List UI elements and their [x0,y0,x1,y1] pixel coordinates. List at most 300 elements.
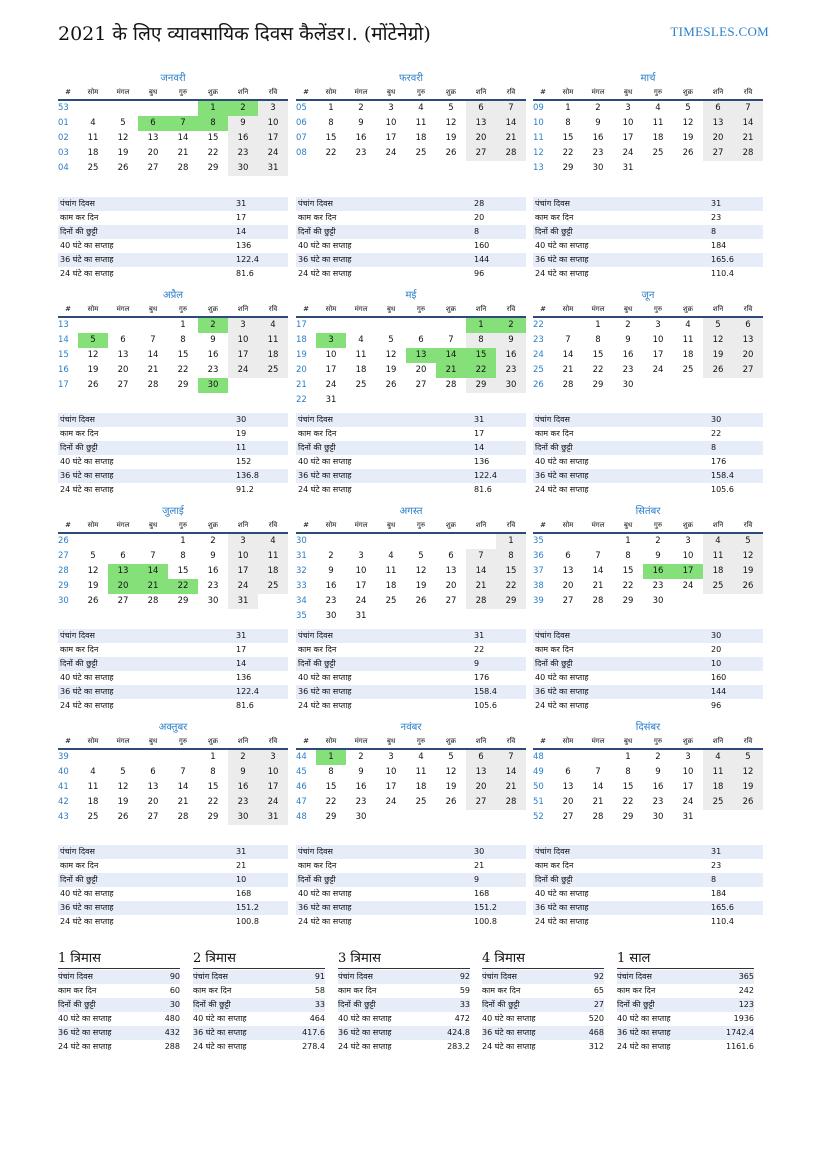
stat-value: 122.4 [236,255,259,264]
day-cell: 12 [682,118,694,128]
day-cell: 7 [595,551,601,561]
day-cell: 6 [565,767,571,777]
stat-row [296,253,526,267]
day-cell: 4 [388,551,394,561]
day-cell: 27 [147,812,159,822]
day-cell: 25 [87,163,99,173]
day-cell: 27 [466,146,496,161]
quarter-title: 2 त्रिमास [193,950,325,969]
stat-label: 36 घंटे का सप्ताह [60,903,114,912]
day-cell: 23 [652,797,664,807]
stat-row [58,970,180,984]
month-stats [296,197,526,281]
week-row [58,101,288,116]
day-cell: 12 [117,782,129,792]
weekday-label: मंगल [591,521,605,529]
week-row [533,594,763,609]
day-cell: 15 [325,133,337,143]
month-stats [58,413,288,497]
day-cell: 15 [325,782,337,792]
day-cell: 8 [328,767,334,777]
week-number: 17 [296,320,307,330]
day-cell: 18 [258,564,288,579]
stat-value: 90 [169,972,180,981]
stat-label: 24 घंटे का सप्ताह [60,917,114,926]
day-cell: 29 [496,594,526,609]
stat-row [296,671,526,685]
day-cell: 10 [682,767,694,777]
week-number: 01 [58,118,69,128]
week-row [533,750,763,765]
day-cell [673,594,703,609]
weekday-label: सोम [562,521,574,529]
day-cell: 28 [592,812,604,822]
day-cell: 28 [592,596,604,606]
day-cell [436,810,466,825]
day-cell: 10 [228,333,258,348]
stat-label: 36 घंटे का सप्ताह [58,1028,112,1037]
week-number: 44 [296,752,307,762]
weekday-label: सोम [87,521,99,529]
day-cell: 13 [733,333,763,348]
week-number: 34 [296,596,307,606]
week-row [296,564,526,579]
day-cell: 1 [180,320,186,330]
day-cell: 8 [198,116,228,131]
weekday-label: शुक्र [207,88,219,96]
day-cell: 9 [595,118,601,128]
stat-row [296,859,526,873]
day-cell: 21 [436,363,466,378]
stat-value: 31 [474,631,485,640]
day-cell: 16 [643,564,673,579]
week-row [58,131,288,146]
day-cell [78,750,108,765]
day-cell: 24 [652,365,664,375]
weekday-label: गुरु [653,88,663,96]
day-cell: 3 [228,318,258,333]
day-cell: 3 [228,534,258,549]
week-row [296,393,526,408]
day-cell: 19 [415,581,427,591]
stat-value: 432 [164,1028,180,1037]
week-number: 13 [533,163,544,173]
day-cell [78,318,108,333]
week-row [58,348,288,363]
day-cell: 20 [466,780,496,795]
stat-value: 19 [236,429,247,438]
stat-label: दिनों की छुट्टी [338,1000,376,1009]
stat-value: 165.6 [711,903,734,912]
day-cell [466,393,496,408]
stat-row [533,873,763,887]
day-cell: 23 [592,148,604,158]
stat-label: 24 घंटे का सप्ताह [617,1042,671,1051]
day-cell: 2 [328,551,334,561]
day-cell: 15 [622,566,634,576]
day-cell: 23 [496,363,526,378]
stat-row [533,671,763,685]
day-cell: 10 [682,551,694,561]
stat-value: 9 [474,659,480,668]
stat-value: 160 [474,241,490,250]
weekday-label: शुक्र [682,88,694,96]
day-cell: 24 [228,363,258,378]
stat-value: 160 [711,673,727,682]
stat-label: 36 घंटे का सप्ताह [298,903,352,912]
day-cell: 8 [496,549,526,564]
quarter-summary [193,950,325,1054]
stat-value: 33 [314,1000,325,1009]
day-cell: 14 [466,564,496,579]
stat-label: पंचांग दिवस [58,972,93,981]
day-cell: 19 [87,581,99,591]
day-cell: 2 [655,752,661,762]
day-cell: 18 [415,782,427,792]
day-cell: 11 [652,118,664,128]
stat-label: 24 घंटे का सप्ताह [298,269,352,278]
day-cell: 7 [733,101,763,116]
day-cell: 19 [445,782,457,792]
week-number: 22 [533,320,544,330]
day-cell: 28 [445,380,457,390]
stat-label: 36 घंटे का सप्ताह [298,255,352,264]
stat-label: दिनों की छुट्टी [60,875,98,884]
weekday-label: गुरु [178,737,188,745]
weekday-label: शनि [475,88,487,96]
week-row [296,750,526,765]
day-cell: 11 [87,133,99,143]
day-cell: 15 [622,782,634,792]
day-cell: 24 [258,795,288,810]
week-number: 48 [296,812,307,822]
stat-row [533,469,763,483]
week-row [533,549,763,564]
day-cell: 28 [496,146,526,161]
stat-value: 136.8 [236,471,259,480]
day-cell [733,810,763,825]
day-cell: 9 [210,335,216,345]
weekday-header [533,735,763,750]
week-row [533,161,763,176]
stat-row [296,211,526,225]
stat-value: 8 [474,227,480,236]
stat-value: 96 [711,701,722,710]
week-number: 14 [58,335,69,345]
day-cell: 22 [562,148,574,158]
day-cell: 25 [682,365,694,375]
day-cell: 25 [258,579,288,594]
stat-value: 65 [593,986,604,995]
week-number: 09 [533,103,544,113]
stat-value: 468 [588,1028,604,1037]
day-cell [316,534,346,549]
week-number: 07 [296,133,307,143]
stat-row [533,483,763,497]
stat-row [58,998,180,1012]
weekday-label: रवि [743,521,753,529]
stat-label: 24 घंटे का सप्ताह [60,269,114,278]
stat-value: 472 [454,1014,470,1023]
stat-label: 36 घंटे का सप्ताह [535,687,589,696]
stat-label: 36 घंटे का सप्ताह [535,471,589,480]
day-cell: 3 [258,101,288,116]
day-cell [258,378,288,393]
stat-value: 30 [236,415,247,424]
weekday-label: मंगल [591,88,605,96]
stat-value: 151.2 [474,903,497,912]
week-number: 38 [533,581,544,591]
day-cell: 25 [258,363,288,378]
day-cell: 12 [445,118,457,128]
stat-value: 168 [236,889,252,898]
day-cell: 25 [652,148,664,158]
day-cell: 18 [415,133,427,143]
weekday-label: रवि [268,305,278,313]
day-cell: 1 [565,103,571,113]
stat-row [58,699,288,713]
day-cell: 13 [147,782,159,792]
day-cell: 7 [466,549,496,564]
month-calendar [533,721,763,825]
week-row [58,765,288,780]
day-cell: 17 [385,133,397,143]
month-stats [533,197,763,281]
stat-value: 31 [236,631,247,640]
day-cell: 3 [388,103,394,113]
day-cell: 8 [595,335,601,345]
weekday-label: गुरु [653,737,663,745]
day-cell: 24 [682,797,694,807]
stat-row [58,267,288,281]
day-cell: 2 [358,752,364,762]
brand-link[interactable]: TIMESLES.COM [670,24,769,39]
day-cell: 18 [703,564,733,579]
day-cell: 6 [120,551,126,561]
stat-row [617,970,754,984]
day-cell: 18 [682,350,694,360]
stat-label: 40 घंटे का सप्ताह [298,673,352,682]
day-cell: 17 [622,133,634,143]
stat-value: 31 [236,847,247,856]
quarter-title: 3 त्रिमास [338,950,470,969]
weekday-label: # [303,521,309,529]
stat-value: 81.6 [236,269,254,278]
day-cell [733,378,763,393]
weekday-header [533,303,763,318]
day-cell: 19 [682,133,694,143]
stat-row [58,455,288,469]
week-row [533,101,763,116]
day-cell: 11 [258,549,288,564]
day-cell: 28 [177,812,189,822]
stat-value: 168 [474,889,490,898]
weekday-label: रवि [506,305,516,313]
weekday-header [296,735,526,750]
stat-row [58,1040,180,1054]
day-cell: 29 [622,812,634,822]
day-cell: 27 [117,380,129,390]
day-cell: 14 [496,116,526,131]
week-row [58,750,288,765]
weekday-label: शनि [237,737,249,745]
day-cell: 7 [595,767,601,777]
stat-label: 40 घंटे का सप्ताह [60,457,114,466]
week-number: 13 [58,320,69,330]
month-name: जुलाई [162,506,184,517]
stat-row [533,845,763,859]
day-cell: 10 [228,549,258,564]
day-cell: 21 [466,579,496,594]
week-number: 39 [58,752,69,762]
week-number: 27 [58,551,69,561]
day-cell: 1 [210,752,216,762]
day-cell: 21 [733,131,763,146]
day-cell [108,750,138,765]
stat-row [296,901,526,915]
day-cell: 10 [258,765,288,780]
stat-label: पंचांग दिवस [535,415,570,424]
day-cell: 16 [228,131,258,146]
stat-label: 40 घंटे का सप्ताह [617,1014,671,1023]
day-cell [703,161,733,176]
day-cell [78,534,108,549]
day-cell: 5 [90,551,96,561]
stat-label: काम कर दिन [482,986,521,995]
day-cell: 8 [466,333,496,348]
day-cell: 22 [207,148,219,158]
stat-row [533,225,763,239]
stat-label: पंचांग दिवस [60,847,95,856]
stat-value: 151.2 [236,903,259,912]
day-cell: 10 [355,566,367,576]
weekday-label: सोम [325,521,337,529]
stat-value: 92 [459,972,470,981]
day-cell: 18 [703,780,733,795]
day-cell: 8 [625,767,631,777]
month-name: फरवरी [398,73,424,84]
quarter-title: 1 साल [617,950,754,969]
day-cell: 25 [415,148,427,158]
stat-value: 17 [474,429,485,438]
week-number: 10 [533,118,544,128]
stat-label: काम कर दिन [60,645,99,654]
stat-label: 24 घंटे का सप्ताह [298,701,352,710]
day-cell: 14 [147,350,159,360]
day-cell [733,161,763,176]
day-cell: 27 [466,795,496,810]
day-cell [643,161,673,176]
weekday-label: # [65,737,71,745]
day-cell: 20 [415,365,427,375]
day-cell: 21 [496,131,526,146]
day-cell: 16 [355,782,367,792]
stat-value: 31 [711,199,722,208]
stat-value: 105.6 [474,701,497,710]
day-cell: 10 [622,118,634,128]
day-cell [703,594,733,609]
day-cell: 15 [177,566,189,576]
day-cell: 15 [496,564,526,579]
stat-value: 242 [738,986,754,995]
stat-row [338,1012,470,1026]
day-cell: 6 [150,767,156,777]
stat-label: 24 घंटे का सप्ताह [338,1042,392,1051]
week-number: 41 [58,782,69,792]
day-cell: 23 [207,365,219,375]
stat-label: 40 घंटे का सप्ताह [535,457,589,466]
day-cell: 1 [180,536,186,546]
day-cell: 17 [673,564,703,579]
day-cell: 29 [562,163,574,173]
stat-label: दिनों की छुट्टी [60,659,98,668]
week-number: 51 [533,797,544,807]
weekday-label: बुध [623,737,633,745]
day-cell: 25 [703,579,733,594]
day-cell: 2 [228,750,258,765]
weekday-header [296,519,526,534]
stat-label: काम कर दिन [617,986,656,995]
stat-value: 122.4 [236,687,259,696]
day-cell: 23 [325,596,337,606]
day-cell: 4 [90,767,96,777]
stat-row [338,984,470,998]
day-cell: 27 [415,380,427,390]
week-number: 02 [58,133,69,143]
stat-label: काम कर दिन [193,986,232,995]
stat-row [296,225,526,239]
weekday-label: शुक्र [445,88,457,96]
weekday-header [58,735,288,750]
day-cell: 14 [496,765,526,780]
stat-label: 24 घंटे का सप्ताह [482,1042,536,1051]
weekday-label: गुरु [653,521,663,529]
stat-row [617,1040,754,1054]
day-cell: 8 [210,767,216,777]
weekday-label: मंगल [591,305,605,313]
day-cell [436,534,466,549]
day-cell: 5 [448,752,454,762]
day-cell: 27 [147,163,159,173]
day-cell: 7 [496,750,526,765]
week-number: 28 [58,566,69,576]
day-cell: 31 [355,611,367,621]
stat-row [533,643,763,657]
day-cell: 31 [325,395,337,405]
stat-row [296,427,526,441]
day-cell: 9 [655,767,661,777]
day-cell [376,393,406,408]
day-cell: 11 [682,335,694,345]
day-cell: 12 [733,549,763,564]
stat-row [58,1026,180,1040]
day-cell: 1 [625,752,631,762]
stat-label: पंचांग दिवस [617,972,652,981]
stat-row [533,859,763,873]
stat-row [58,413,288,427]
day-cell: 4 [90,118,96,128]
day-cell: 1 [595,320,601,330]
month-stats [296,629,526,713]
weekday-label: शनि [237,305,249,313]
day-cell: 14 [562,350,574,360]
month-calendar [58,72,288,176]
day-cell: 7 [496,101,526,116]
stat-value: 176 [711,457,727,466]
stat-row [338,1026,470,1040]
stat-row [533,267,763,281]
stat-row [533,657,763,671]
